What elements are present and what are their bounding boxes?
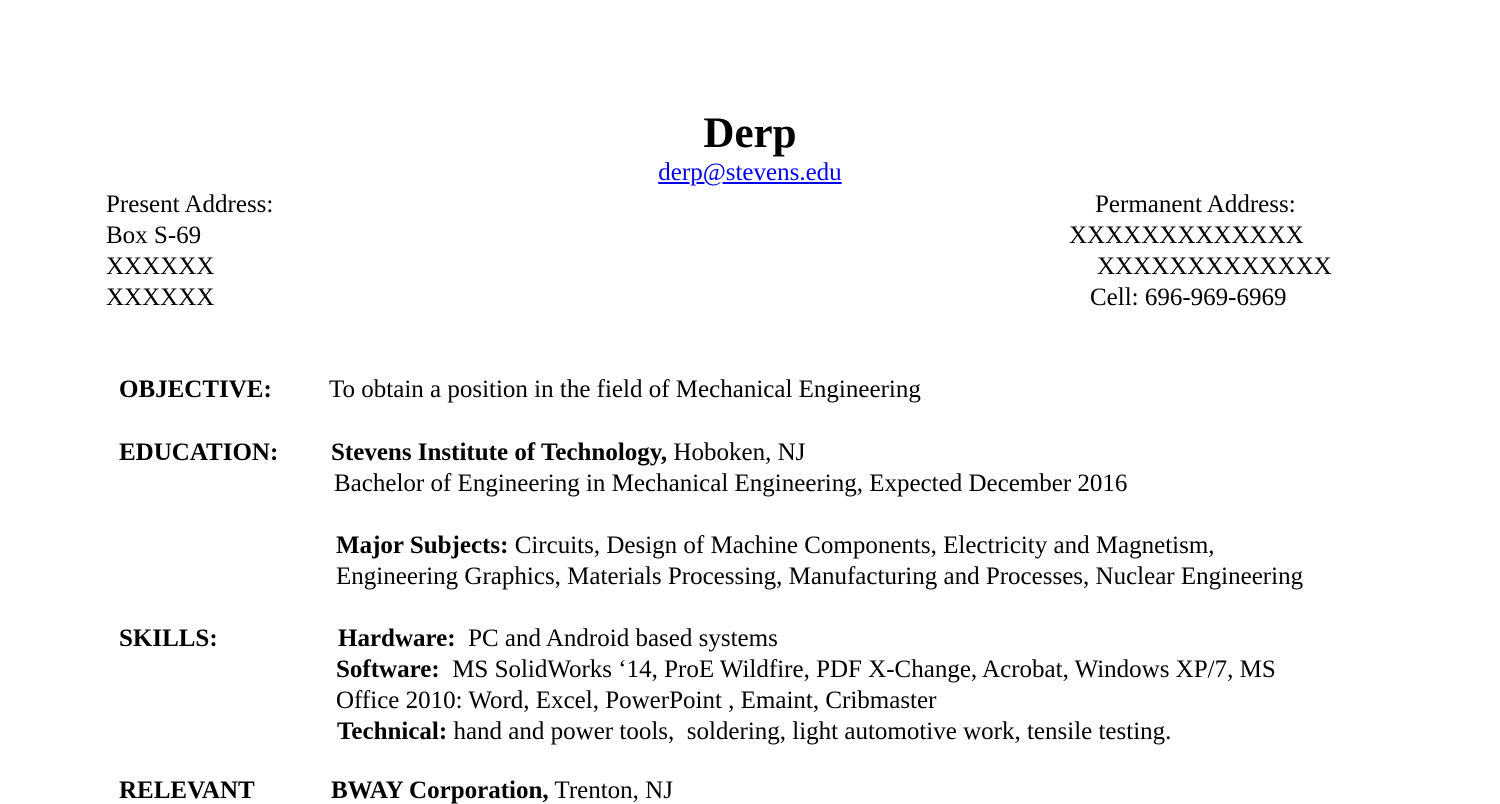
school-name: Stevens Institute of Technology, <box>331 439 668 466</box>
school-location: Hoboken, NJ <box>667 439 806 466</box>
permanent-address-line1: XXXXXXXXXXXXX <box>1069 222 1304 249</box>
relevant-company: BWAY Corporation, <box>331 777 549 804</box>
present-address-heading: Present Address: <box>106 191 274 218</box>
objective-text: To obtain a position in the field of Mechanical Engineering <box>329 376 921 403</box>
education-subjects-line2: Engineering Graphics, Materials Processing, Manufacturing and Processes, Nuclear Engineering <box>336 563 1304 590</box>
education-subjects-line1 <box>336 533 1215 558</box>
hardware-label: Hardware: <box>338 625 456 652</box>
education-school-line <box>331 440 805 465</box>
email-link[interactable]: derp@stevens.edu <box>658 159 842 186</box>
resume-name: Derp <box>703 110 797 157</box>
skills-label: SKILLS: <box>119 625 218 652</box>
present-address-line2: XXXXXX <box>106 253 215 280</box>
objective-label: OBJECTIVE: <box>119 376 272 403</box>
education-label: EDUCATION: <box>119 439 279 466</box>
permanent-address-cell: Cell: 696-969-6969 <box>1090 284 1287 311</box>
relevant-location: Trenton, NJ <box>548 777 673 804</box>
email-line <box>0 160 1500 185</box>
present-address-line1: Box S-69 <box>106 222 202 249</box>
skills-software-line2: Office 2010: Word, Excel, PowerPoint , Emaint, Cribmaster <box>336 687 937 714</box>
technical-text: hand and power tools, soldering, light automotive work, tensile testing. <box>447 718 1172 745</box>
relevant-label: RELEVANT <box>119 777 255 804</box>
hardware-text: PC and Android based systems <box>455 625 778 652</box>
subjects-text-1: Circuits, Design of Machine Components, Electricity and Magnetism, <box>508 532 1215 559</box>
skills-software-line1 <box>336 657 1276 682</box>
permanent-address-line2: XXXXXXXXXXXXX <box>1097 253 1332 280</box>
skills-technical <box>337 719 1171 744</box>
permanent-address-heading: Permanent Address: <box>1095 191 1296 218</box>
skills-hardware <box>338 626 778 651</box>
present-address-line3: XXXXXX <box>106 284 215 311</box>
software-label: Software: <box>336 656 440 683</box>
education-degree: Bachelor of Engineering in Mechanical Engineering, Expected December 2016 <box>334 470 1128 497</box>
software-text-1: MS SolidWorks ‘14, ProE Wildfire, PDF X-Change, Acrobat, Windows XP/7, MS <box>439 656 1276 683</box>
subjects-label: Major Subjects: <box>336 532 509 559</box>
technical-label: Technical: <box>337 718 448 745</box>
relevant-company-line <box>331 778 673 803</box>
